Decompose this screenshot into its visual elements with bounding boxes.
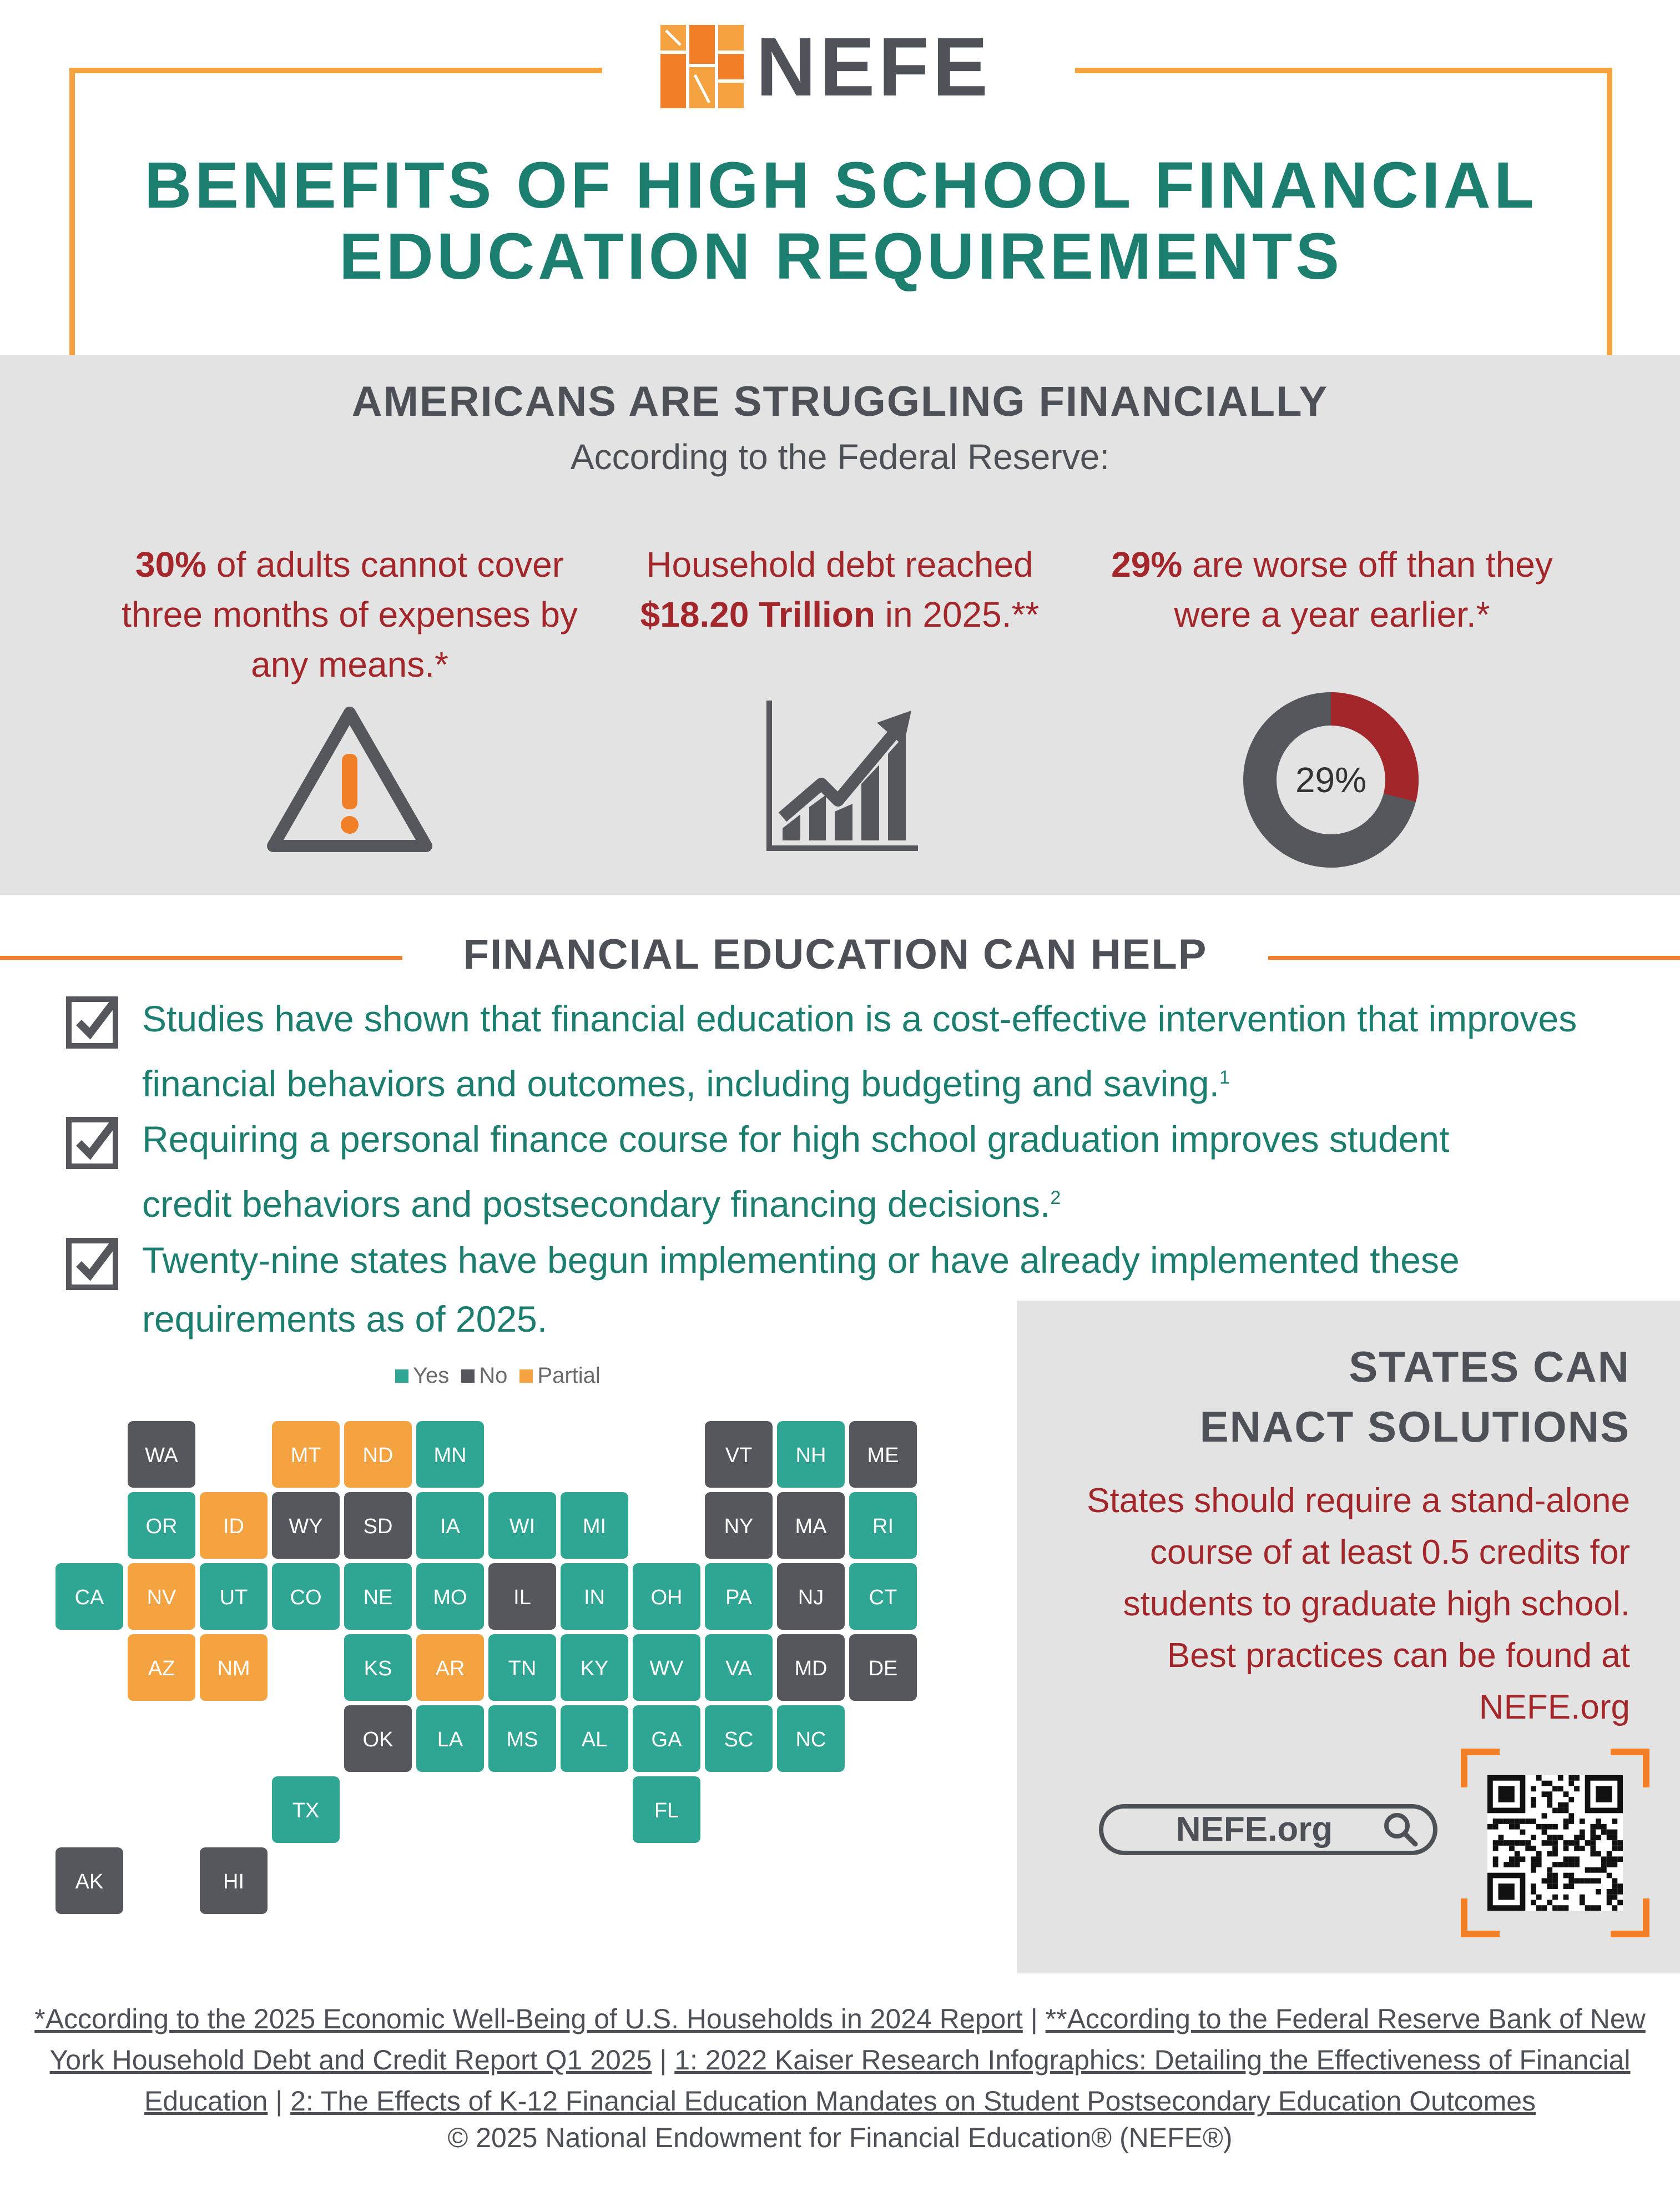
legend-swatch bbox=[461, 1369, 475, 1383]
qr-code-icon[interactable] bbox=[1487, 1775, 1623, 1911]
stat-household-debt bbox=[596, 540, 1084, 639]
struggling-heading: AMERICANS ARE STRUGGLING FINANCIALLY bbox=[351, 378, 1329, 425]
footer-references bbox=[22, 1998, 1658, 2122]
footnote-ref: 2 bbox=[1050, 1187, 1061, 1208]
state-label: OK bbox=[362, 1728, 393, 1751]
state-label: OR bbox=[145, 1515, 178, 1538]
state-label: MA bbox=[795, 1515, 827, 1538]
state-label: DE bbox=[868, 1657, 898, 1680]
state-label: MI bbox=[582, 1515, 607, 1538]
search-icon[interactable] bbox=[1382, 1811, 1419, 1847]
legend-item bbox=[461, 1363, 507, 1388]
page-title-line: BENEFITS OF HIGH SCHOOL FINANCIAL bbox=[144, 149, 1537, 222]
us-states-map bbox=[33, 1404, 977, 1960]
reference-separator: | bbox=[652, 2044, 675, 2076]
reference-link[interactable]: 2: The Effects of K-12 Financial Education Mandates on Student Postsecondary Education Outcomes bbox=[290, 2086, 1536, 2117]
states-can-text-line: students to graduate high school. bbox=[1123, 1585, 1630, 1623]
states-can-heading-line: ENACT SOLUTIONS bbox=[1199, 1402, 1630, 1451]
state-label: AZ bbox=[148, 1657, 175, 1680]
reference-separator: | bbox=[268, 2086, 291, 2117]
state-label: ND bbox=[362, 1444, 393, 1467]
state-label: WV bbox=[649, 1657, 684, 1680]
state-label: NV bbox=[147, 1586, 176, 1609]
state-label: NY bbox=[724, 1515, 754, 1538]
header-frame-line bbox=[69, 68, 602, 73]
state-label: WA bbox=[145, 1444, 178, 1467]
state-label: PA bbox=[725, 1586, 752, 1609]
states-can-heading-line: STATES CAN bbox=[1349, 1342, 1630, 1391]
help-heading: FINANCIAL EDUCATION CAN HELP bbox=[463, 931, 1208, 978]
state-label: TN bbox=[508, 1657, 537, 1680]
state-label: WI bbox=[509, 1515, 536, 1538]
state-label: AK bbox=[75, 1870, 104, 1893]
state-label: NM bbox=[217, 1657, 250, 1680]
help-item-text: Requiring a personal finance course for high school graduation improves student credit behaviors and postsecondary financing decisions. bbox=[142, 1119, 1450, 1225]
legend-label: Yes bbox=[413, 1363, 450, 1388]
donut-label: 29% bbox=[1295, 760, 1367, 800]
state-label: KY bbox=[580, 1657, 609, 1680]
header-frame-line bbox=[1075, 68, 1612, 73]
state-label: NH bbox=[795, 1444, 826, 1467]
state-label: VA bbox=[725, 1657, 752, 1680]
help-item-text: Studies have shown that financial education is a cost-effective intervention that improves financial behaviors and outcomes, including budgeting and saving. bbox=[142, 998, 1577, 1104]
state-label: NE bbox=[363, 1586, 393, 1609]
checkbox-checked-icon bbox=[65, 1116, 119, 1170]
stat-value: 30% bbox=[135, 545, 207, 585]
state-label: GA bbox=[651, 1728, 682, 1751]
legend-item bbox=[519, 1363, 600, 1388]
state-label: AR bbox=[435, 1657, 465, 1680]
state-label: HI bbox=[223, 1870, 244, 1893]
state-label: MN bbox=[433, 1444, 467, 1467]
state-label: MO bbox=[433, 1586, 467, 1609]
nefe-url-text[interactable]: NEFE.org bbox=[1176, 1810, 1333, 1848]
state-label: ME bbox=[867, 1444, 899, 1467]
state-label: TX bbox=[292, 1799, 320, 1822]
state-label: VT bbox=[725, 1444, 753, 1467]
state-label: CO bbox=[290, 1586, 322, 1609]
state-label: FL bbox=[654, 1799, 679, 1822]
help-list-item bbox=[65, 1110, 1620, 1233]
stat-text: are worse off than they were a year earlier.* bbox=[1174, 545, 1553, 634]
states-can-text-line: course of at least 0.5 credits for bbox=[1150, 1533, 1630, 1571]
legend-item bbox=[395, 1363, 449, 1388]
stat-value: 29% bbox=[1111, 545, 1183, 585]
state-label: CA bbox=[74, 1586, 104, 1609]
state-label: NJ bbox=[798, 1586, 824, 1609]
state-label: KS bbox=[364, 1657, 392, 1680]
state-label: IN bbox=[584, 1586, 605, 1609]
state-label: IA bbox=[440, 1515, 460, 1538]
stat-text: in 2025.** bbox=[875, 595, 1040, 634]
nefe-logo bbox=[660, 20, 1021, 113]
state-label: RI bbox=[872, 1515, 894, 1538]
state-label: SC bbox=[724, 1728, 754, 1751]
state-label: SD bbox=[363, 1515, 393, 1538]
states-can-heading bbox=[1017, 1337, 1630, 1457]
reference-link[interactable]: **According to the Federal Reserve Bank of New York Household Debt and Credit Report Q1 2025 bbox=[49, 2003, 1646, 2076]
section-divider bbox=[0, 956, 402, 960]
checkbox-checked-icon bbox=[65, 996, 119, 1049]
map-legend bbox=[395, 1363, 613, 1388]
stat-text: Household debt reached bbox=[646, 545, 1033, 585]
copyright: © 2025 National Endowment for Financial Education® (NEFE®) bbox=[447, 2122, 1233, 2153]
stat-savings bbox=[105, 540, 594, 689]
nefe-logo-mark-icon bbox=[660, 25, 744, 108]
states-can-text-line: Best practices can be found at bbox=[1167, 1636, 1630, 1675]
section-divider bbox=[1268, 956, 1680, 960]
rising-bar-chart-icon bbox=[766, 701, 921, 852]
state-label: IL bbox=[513, 1586, 531, 1609]
stat-text: of adults cannot cover three months of expenses by any means.* bbox=[122, 545, 578, 684]
state-label: ID bbox=[223, 1515, 244, 1538]
stat-value: $18.20 Trillion bbox=[640, 595, 875, 634]
states-can-text-line: NEFE.org bbox=[1479, 1688, 1630, 1726]
state-label: OH bbox=[650, 1586, 683, 1609]
page-title bbox=[83, 150, 1598, 292]
reference-separator: | bbox=[1022, 2003, 1046, 2034]
donut-chart-icon bbox=[1242, 691, 1420, 869]
legend-swatch bbox=[519, 1369, 533, 1383]
help-item-text: Twenty-nine states have begun implementing or have already implemented these requirements as of 2025. bbox=[142, 1240, 1460, 1339]
logo-wordmark: NEFE bbox=[756, 20, 992, 113]
state-label: UT bbox=[219, 1586, 248, 1609]
state-label: MT bbox=[290, 1444, 321, 1467]
legend-label: Partial bbox=[537, 1363, 601, 1388]
page-title-line: EDUCATION REQUIREMENTS bbox=[339, 220, 1343, 293]
checkbox-checked-icon bbox=[65, 1237, 119, 1291]
help-list-item bbox=[65, 989, 1620, 1113]
state-label: MD bbox=[794, 1657, 828, 1680]
reference-link[interactable]: 1: 2022 Kaiser Research Infographics: Detailing the Effectiveness of Financial Education bbox=[144, 2044, 1631, 2117]
states-can-text bbox=[1017, 1475, 1630, 1733]
state-label: CT bbox=[869, 1586, 897, 1609]
state-label: MS bbox=[506, 1728, 538, 1751]
states-can-text-line: States should require a stand-alone bbox=[1087, 1482, 1630, 1520]
state-label: NC bbox=[795, 1728, 826, 1751]
legend-swatch bbox=[395, 1369, 408, 1383]
stat-worse-off bbox=[1088, 540, 1576, 639]
state-label: AL bbox=[581, 1728, 608, 1751]
struggling-subheading: According to the Federal Reserve: bbox=[570, 437, 1110, 477]
state-label: WY bbox=[289, 1515, 323, 1538]
warning-icon bbox=[266, 705, 433, 855]
reference-link[interactable]: *According to the 2025 Economic Well-Being of U.S. Households in 2024 Report bbox=[34, 2003, 1023, 2034]
legend-label: No bbox=[479, 1363, 508, 1388]
footnote-ref: 1 bbox=[1219, 1067, 1230, 1088]
state-label: LA bbox=[437, 1728, 463, 1751]
